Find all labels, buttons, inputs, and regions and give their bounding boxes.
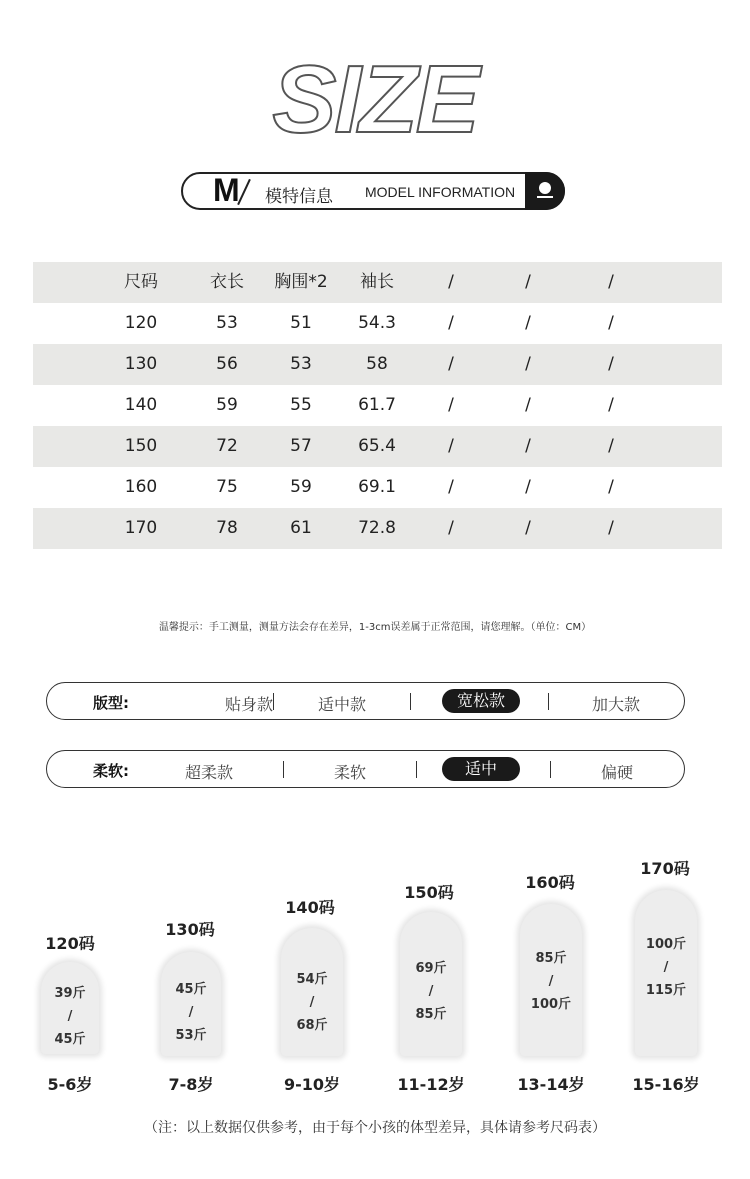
table-row xyxy=(33,467,722,508)
age-label: 13-14岁 xyxy=(517,1075,585,1094)
table-cell: / xyxy=(448,354,454,374)
table-cell: 58 xyxy=(366,354,388,374)
weight-min: 39斤 xyxy=(54,986,86,1001)
age-label: 5-6岁 xyxy=(47,1075,93,1094)
table-cell: 72.8 xyxy=(358,518,396,538)
model-info-en: MODEL INFORMATION xyxy=(365,184,516,200)
table-header-cell: / xyxy=(525,272,531,292)
table-cell: 56 xyxy=(216,354,238,374)
table-header-cell: 衣长 xyxy=(210,272,244,292)
age-label: 9-10岁 xyxy=(283,1075,341,1094)
table-cell: 150 xyxy=(124,436,158,456)
weight-max: 100斤 xyxy=(530,997,572,1012)
table-cell: 55 xyxy=(290,395,312,415)
weight-min: 69斤 xyxy=(415,961,447,976)
model-pin-icon xyxy=(525,172,565,210)
table-cell: / xyxy=(525,518,531,538)
weight-max: 45斤 xyxy=(54,1032,86,1047)
table-header-row xyxy=(33,262,722,303)
weight-sep: / xyxy=(67,1009,73,1024)
table-cell: / xyxy=(448,395,454,415)
table-cell: 140 xyxy=(124,395,158,415)
measurement-tip: 温馨提示：手工测量，测量方法会存在差异，1-3cm误差属于正常范围，请您理解。（单位：CM） xyxy=(158,622,592,633)
table-header-cell: 胸围*2 xyxy=(274,272,328,292)
table-row xyxy=(33,344,722,385)
weight-max: 53斤 xyxy=(175,1028,207,1043)
table-cell: 59 xyxy=(290,477,312,497)
table-cell: / xyxy=(608,518,614,538)
weight-min: 45斤 xyxy=(175,982,207,997)
fit-option: 适中款 xyxy=(317,695,366,714)
size-code: 130码 xyxy=(165,920,215,939)
page-title: SIZE xyxy=(272,46,478,153)
softness-selector xyxy=(46,750,685,788)
table-cell: 160 xyxy=(124,477,158,497)
table-cell: 65.4 xyxy=(358,436,396,456)
weight-sep: / xyxy=(309,995,315,1010)
option-divider xyxy=(550,761,551,778)
age-label: 11-12岁 xyxy=(397,1075,465,1094)
model-info-cn: 模特信息 xyxy=(265,187,333,207)
weight-min: 54斤 xyxy=(296,972,328,987)
table-cell: / xyxy=(448,477,454,497)
table-cell: / xyxy=(525,395,531,415)
weight-sep: / xyxy=(548,974,554,989)
age-label: 7-8岁 xyxy=(168,1075,214,1094)
table-cell: 51 xyxy=(290,313,312,333)
table-cell: / xyxy=(525,313,531,333)
size-table xyxy=(33,262,722,549)
option-divider xyxy=(273,693,274,710)
table-header-cell: 尺码 xyxy=(124,272,158,292)
table-row xyxy=(33,508,722,549)
table-cell: 53 xyxy=(290,354,312,374)
table-cell: / xyxy=(525,354,531,374)
softness-option-selected: 适中 xyxy=(442,757,520,781)
table-cell: / xyxy=(608,313,614,333)
softness-option: 偏硬 xyxy=(600,763,633,782)
table-cell: / xyxy=(608,395,614,415)
weight-sep: / xyxy=(188,1005,194,1020)
size-code: 150码 xyxy=(404,883,454,902)
table-cell: / xyxy=(448,313,454,333)
fit-option: 贴身款 xyxy=(224,695,273,714)
table-cell: / xyxy=(448,436,454,456)
table-row xyxy=(33,303,722,344)
fit-label: 版型: xyxy=(93,694,129,712)
size-code: 170码 xyxy=(640,859,690,878)
option-divider xyxy=(548,693,549,710)
table-cell: 78 xyxy=(216,518,238,538)
table-cell: 61.7 xyxy=(358,395,396,415)
model-letter: M xyxy=(213,172,240,208)
option-divider xyxy=(416,761,417,778)
weight-max: 115斤 xyxy=(645,983,687,998)
weight-max: 68斤 xyxy=(296,1018,328,1033)
weight-max: 85斤 xyxy=(415,1007,447,1022)
table-cell: / xyxy=(525,436,531,456)
softness-label: 柔软: xyxy=(93,762,129,780)
table-header-cell: 袖长 xyxy=(360,272,394,292)
fit-option: 加大款 xyxy=(591,695,640,714)
weight-sep: / xyxy=(428,984,434,999)
table-cell: 69.1 xyxy=(358,477,396,497)
table-cell: 72 xyxy=(216,436,238,456)
table-cell: / xyxy=(608,354,614,374)
table-cell: 120 xyxy=(124,313,158,333)
table-cell: / xyxy=(525,477,531,497)
size-code: 140码 xyxy=(285,898,335,917)
fit-option-selected: 宽松款 xyxy=(442,689,520,713)
table-row xyxy=(33,426,722,467)
table-row xyxy=(33,385,722,426)
size-code: 160码 xyxy=(525,873,575,892)
table-cell: / xyxy=(608,436,614,456)
table-cell: 57 xyxy=(290,436,312,456)
weight-sep: / xyxy=(663,960,669,975)
option-divider xyxy=(283,761,284,778)
table-cell: 54.3 xyxy=(358,313,396,333)
table-cell: / xyxy=(608,477,614,497)
table-cell: 53 xyxy=(216,313,238,333)
table-cell: 61 xyxy=(290,518,312,538)
model-info-banner xyxy=(181,172,565,210)
softness-option: 超柔款 xyxy=(184,763,233,782)
table-cell: 59 xyxy=(216,395,238,415)
softness-option: 柔软 xyxy=(333,763,366,782)
footnote: （注：以上数据仅供参考，由于每个小孩的体型差异，具体请参考尺码表） xyxy=(144,1120,606,1136)
fit-selector xyxy=(46,682,685,720)
table-cell: 130 xyxy=(124,354,158,374)
table-cell: / xyxy=(448,518,454,538)
age-label: 15-16岁 xyxy=(632,1075,700,1094)
table-cell: 170 xyxy=(124,518,158,538)
table-header-cell: / xyxy=(608,272,614,292)
weight-min: 100斤 xyxy=(645,937,687,952)
size-code: 120码 xyxy=(45,934,95,953)
table-header-cell: / xyxy=(448,272,454,292)
table-cell: 75 xyxy=(216,477,238,497)
weight-min: 85斤 xyxy=(535,951,567,966)
option-divider xyxy=(410,693,411,710)
